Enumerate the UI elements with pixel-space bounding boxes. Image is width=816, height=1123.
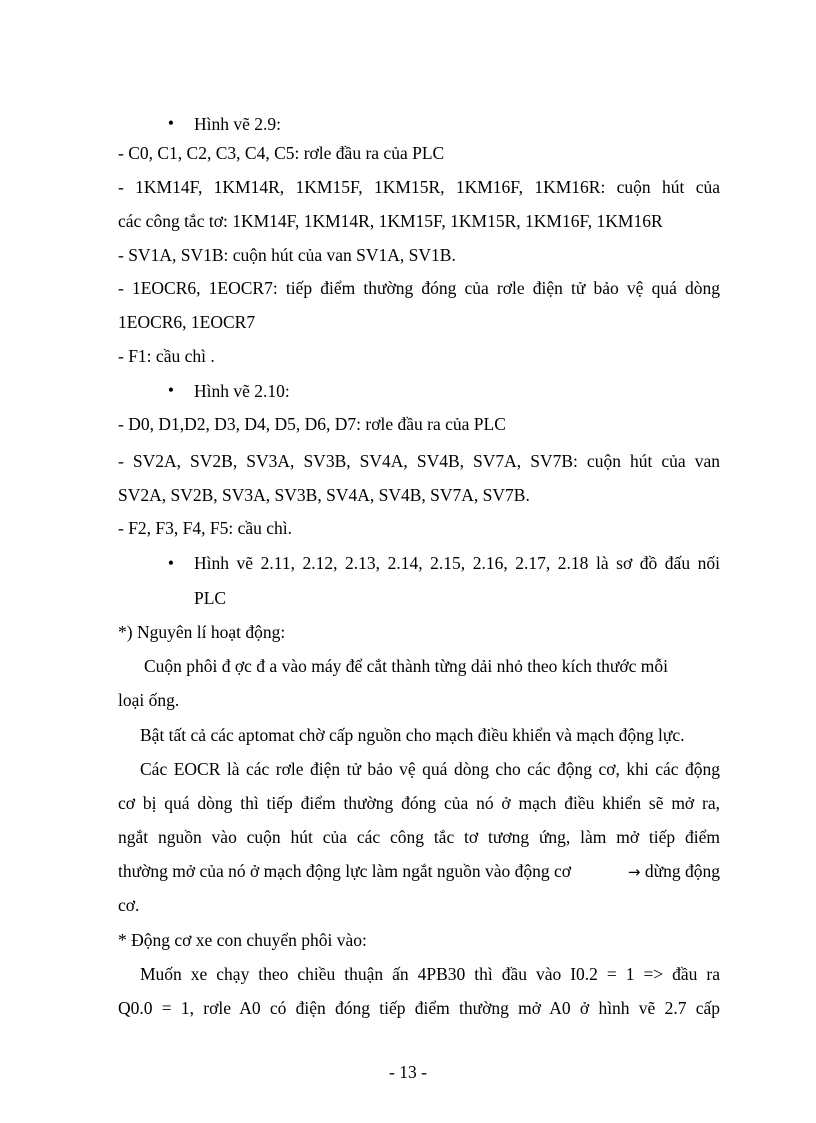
text-line: Cuộn phôi đ ợc đ a vào máy để cắt thành từng dải nhỏ theo kích thước mỗi — [144, 656, 668, 676]
text-line: - 1KM14F, 1KM14R, 1KM15F, 1KM15R, 1KM16F, 1KM16R: cuộn hút của — [118, 177, 720, 197]
text-line: - F2, F3, F4, F5: cầu chì. — [118, 518, 293, 538]
arrow-right-icon: → — [627, 863, 641, 881]
text-line: cơ. — [118, 895, 140, 915]
text-line: Bật tất cả các aptomat chờ cấp nguồn cho mạch điều khiển và mạch động lực. — [140, 725, 685, 745]
figure-heading: Hình vẽ 2.9: — [194, 114, 282, 134]
text-line: - SV2A, SV2B, SV3A, SV3B, SV4A, SV4B, SV7A, SV7B: cuộn hút của van — [118, 451, 720, 471]
text-segment — [628, 861, 720, 882]
text-line: - 1EOCR6, 1EOCR7: tiếp điểm thường đóng của rơle điện tử bảo vệ quá dòng — [118, 278, 720, 298]
text-line: SV2A, SV2B, SV3A, SV3B, SV4A, SV4B, SV7A, SV7B. — [118, 485, 530, 505]
page-number: - 13 - — [389, 1062, 427, 1082]
text-line: các công tắc tơ: 1KM14F, 1KM14R, 1KM15F, 1KM15R, 1KM16F, 1KM16R — [118, 211, 663, 231]
text-line: PLC — [194, 588, 227, 608]
text-line: - D0, D1,D2, D3, D4, D5, D6, D7: rơle đầu ra của PLC — [118, 414, 506, 434]
figure-heading: Hình vẽ 2.11, 2.12, 2.13, 2.14, 2.15, 2.16, 2.17, 2.18 là sơ đồ đấu nối — [194, 553, 720, 573]
text-line: ngắt nguồn vào cuộn hút của các công tắc tơ tương ứng, làm mở tiếp điểm — [118, 827, 720, 847]
bullet-icon: • — [167, 380, 175, 400]
text-line: - SV1A, SV1B: cuộn hút của van SV1A, SV1B. — [118, 245, 456, 265]
text-line: Các EOCR là các rơle điện tử bảo vệ quá dòng cho các động cơ, khi các động — [140, 759, 720, 779]
text-line: Muốn xe chạy theo chiều thuận ấn 4PB30 thì đầu vào I0.2 = 1 => đầu ra — [140, 964, 720, 984]
section-heading: * Động cơ xe con chuyển phôi vào: — [118, 930, 367, 950]
text-segment: dừng động — [644, 861, 720, 881]
text-segment: thường mở của nó ở mạch động lực làm ngắt nguồn vào động cơ — [118, 861, 572, 881]
section-heading: *) Nguyên lí hoạt động: — [118, 622, 286, 642]
text-line: Q0.0 = 1, rơle A0 có điện đóng tiếp điểm thường mở A0 ở hình vẽ 2.7 cấp — [118, 998, 720, 1018]
text-line: - C0, C1, C2, C3, C4, C5: rơle đầu ra của PLC — [118, 143, 445, 163]
text-line: 1EOCR6, 1EOCR7 — [118, 312, 256, 332]
text-line — [118, 861, 720, 882]
text-line: loại ống. — [118, 690, 180, 710]
bullet-icon: • — [167, 113, 175, 133]
figure-heading: Hình vẽ 2.10: — [194, 381, 290, 401]
text-line: - F1: cầu chì . — [118, 346, 215, 366]
text-line: cơ bị quá dòng thì tiếp điểm thường đóng của nó ở mạch điều khiển sẽ mở ra, — [118, 793, 720, 813]
bullet-icon: • — [167, 553, 175, 573]
